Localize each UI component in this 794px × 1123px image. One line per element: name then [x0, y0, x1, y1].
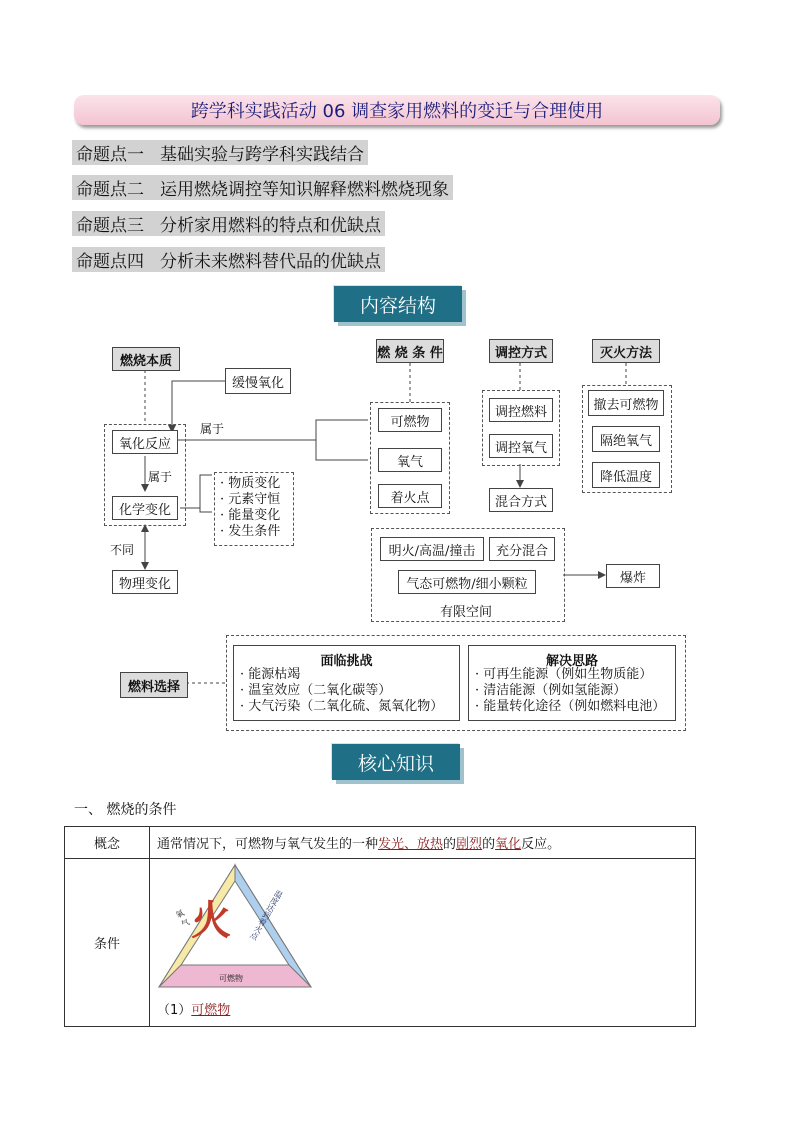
control-title: 调控方式 — [494, 345, 547, 361]
extinguish-label: 隔绝氧气 — [599, 433, 652, 449]
condition-item-1 — [157, 999, 230, 1018]
concept-text-part: 通常情况下，可燃物与氧气发生的一种 — [157, 837, 379, 852]
challenges-list — [240, 667, 443, 715]
condition-label: 条件 — [93, 936, 120, 952]
explosion-gas-box — [398, 570, 536, 594]
section-header-structure — [334, 286, 462, 322]
point-label: 命题点一 — [76, 144, 144, 165]
point-text: 运用燃烧调控等知识解释燃料燃烧现象 — [160, 179, 449, 200]
concept-text — [157, 833, 560, 852]
condition-ignition-box — [378, 484, 442, 508]
chem-prop-item: · 物质变化 — [220, 476, 281, 491]
concept-text-part: 的 — [482, 837, 496, 852]
challenges-title: 面临挑战 — [320, 654, 373, 669]
chem-prop-item: · 发生条件 — [220, 524, 281, 539]
belongs-label-2: 属于 — [148, 470, 173, 484]
chem-prop-item: · 能量变化 — [220, 508, 281, 523]
heading-combustion-conditions: 一、 燃烧的条件 — [74, 802, 177, 818]
slow-oxidation-label: 缓慢氧化 — [231, 375, 284, 391]
point-3 — [72, 211, 385, 235]
explosion-label: 爆炸 — [619, 570, 646, 586]
concept-label: 概念 — [93, 837, 120, 852]
point-label: 命题点三 — [76, 215, 144, 236]
explosion-item-label: 气态可燃物/细小颗粒 — [406, 576, 528, 592]
solution-item: · 能量转化途径（例如燃料电池） — [475, 699, 666, 714]
explosion-item-label: 充分混合 — [495, 543, 548, 559]
control-oxygen-box — [489, 434, 553, 458]
conditions-title-box — [376, 339, 444, 363]
slow-oxidation-box — [225, 368, 291, 394]
condition-oxygen-box — [378, 448, 442, 472]
extinguish-remove-box — [588, 390, 664, 416]
oxidation-reaction-label: 氧化反应 — [118, 436, 171, 452]
extinguish-label: 降低温度 — [599, 469, 652, 485]
triangle-oxygen-label: 氧 气 — [173, 907, 192, 929]
belongs-label-1: 属于 — [200, 422, 225, 436]
table-column-divider — [149, 827, 150, 1026]
point-2 — [72, 175, 453, 199]
challenge-item: · 大气污染（二氧化硫、氮氧化物） — [240, 699, 444, 714]
extinguish-label: 撤去可燃物 — [593, 397, 659, 413]
extinguish-cool-box — [592, 462, 660, 488]
essence-box — [112, 347, 180, 371]
oxidation-reaction-box — [112, 430, 178, 454]
concept-text-part: 的 — [443, 837, 457, 852]
page-title-banner — [74, 95, 720, 125]
triangle-ignition-label: 温度达到着火点 — [248, 888, 285, 942]
fire-character: 火 — [191, 897, 231, 944]
concept-text-part: 反应。 — [521, 837, 561, 852]
essence-label: 燃烧本质 — [119, 353, 172, 369]
control-label: 调控燃料 — [494, 404, 547, 420]
extinguish-isolate-box — [592, 426, 660, 452]
control-label: 调控氧气 — [494, 440, 547, 456]
concept-keyword: 剧烈 — [456, 837, 483, 852]
solution-item: · 可再生能源（例如生物质能） — [475, 667, 653, 682]
concept-keyword: 发光、放热 — [378, 837, 444, 852]
limited-space-label: 有限空间 — [440, 605, 493, 620]
physical-change-label: 物理变化 — [118, 576, 171, 592]
chem-prop-item: · 元素守恒 — [220, 492, 281, 507]
different-label: 不同 — [110, 543, 135, 557]
point-4 — [72, 247, 385, 271]
control-fuel-box — [489, 398, 553, 422]
fuel-choice-box — [120, 672, 188, 698]
fuel-choice-label: 燃料选择 — [127, 679, 180, 695]
control-title-box — [489, 339, 553, 363]
condition-label: 氧气 — [396, 454, 423, 470]
chemical-change-box — [112, 496, 178, 520]
page-title: 跨学科实践活动 06 调查家用燃料的变迁与合理使用 — [190, 101, 604, 122]
physical-change-box — [112, 570, 178, 594]
solution-item: · 清洁能源（例如氢能源） — [475, 683, 627, 698]
triangle-combustible-label: 可燃物 — [219, 974, 243, 983]
point-1 — [72, 140, 368, 164]
mixing-method-label: 混合方式 — [494, 494, 547, 510]
section-header-label: 内容结构 — [359, 294, 436, 317]
explosion-box — [606, 564, 660, 588]
point-text: 分析家用燃料的特点和优缺点 — [160, 215, 381, 236]
condition-label: 可燃物 — [390, 414, 430, 430]
extinguish-title: 灭火方法 — [599, 345, 652, 361]
fire-triangle-diagram — [155, 861, 315, 991]
solutions-title: 解决思路 — [545, 654, 598, 669]
challenge-item: · 能源枯竭 — [240, 667, 301, 682]
point-text: 基础实验与跨学科实践结合 — [160, 144, 364, 165]
condition-label: 着火点 — [390, 490, 430, 506]
solutions-box — [468, 645, 676, 721]
point-label: 命题点四 — [76, 251, 144, 272]
section-header-core — [332, 744, 460, 780]
explosion-mixing-box — [489, 537, 555, 561]
chemical-change-label: 化学变化 — [118, 502, 171, 518]
item-number: （1） — [157, 1003, 192, 1018]
item-text: 可燃物 — [191, 1003, 231, 1018]
conditions-title: 燃 烧 条 件 — [377, 345, 443, 361]
condition-combustible-box — [378, 408, 442, 432]
conditions-table — [64, 826, 696, 1027]
extinguish-title-box — [592, 339, 660, 363]
point-text: 分析未来燃料替代品的优缺点 — [160, 251, 381, 272]
concept-keyword: 氧化 — [495, 837, 522, 852]
solutions-list — [475, 667, 665, 715]
explosion-source-box — [380, 537, 484, 561]
explosion-item-label: 明火/高温/撞击 — [388, 543, 476, 559]
challenge-item: · 温室效应（二氧化碳等） — [240, 683, 392, 698]
mixing-method-box — [489, 488, 553, 512]
point-label: 命题点二 — [76, 179, 144, 200]
challenges-box — [233, 645, 460, 721]
chem-props-list — [220, 476, 280, 540]
section-header-label: 核心知识 — [357, 752, 434, 775]
